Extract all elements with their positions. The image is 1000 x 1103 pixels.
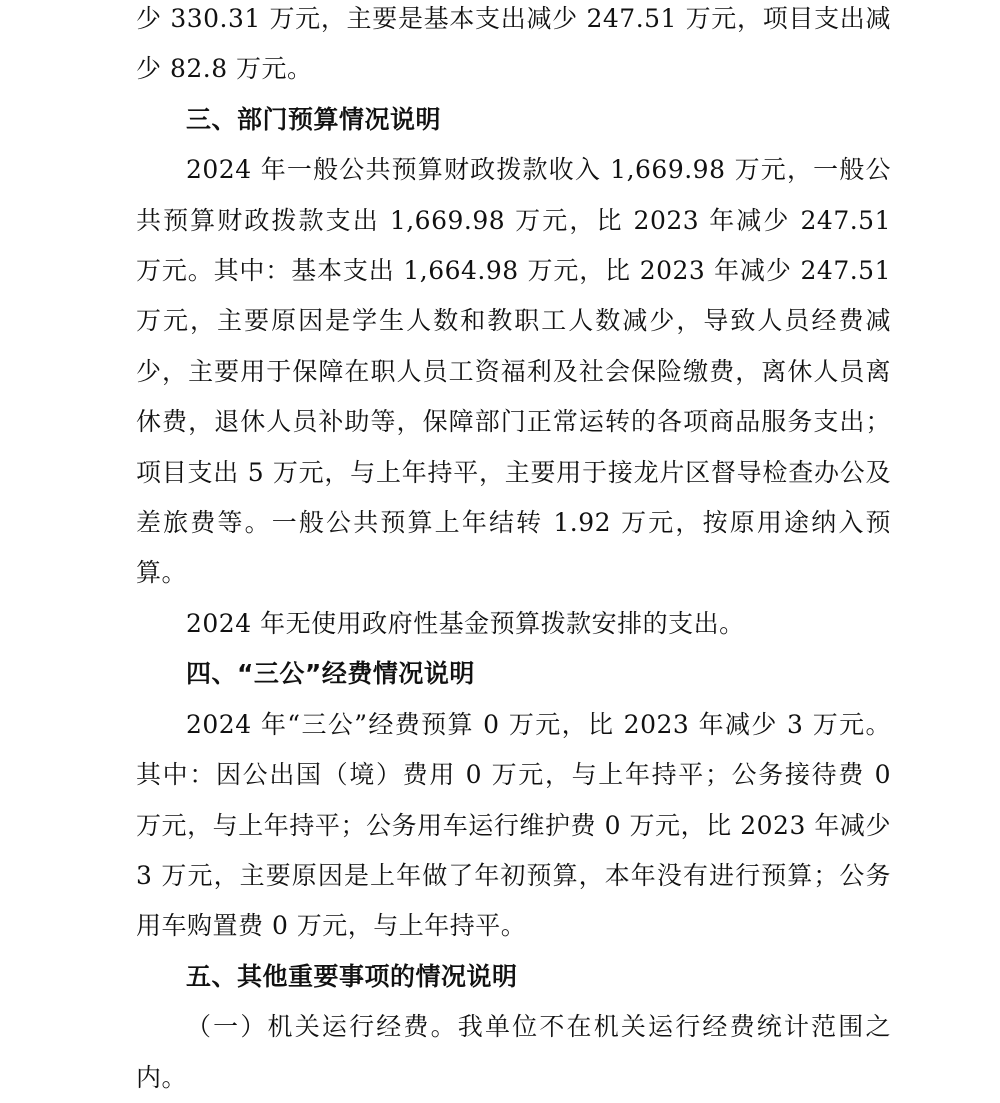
paragraph-operating-expenses: （一）机关运行经费。我单位不在机关运行经费统计范围之内。 <box>136 1012 891 1092</box>
heading-section-4: 四、“三公”经费情况说明 <box>186 659 475 689</box>
paragraph-budget-explanation: 2024 年一般公共预算财政拨款收入 1,669.98 万元，一般公共预算财政拨款支出 1,669.98 万元，比 2023 年减少 247.51 万元。其中：基本支出 1,664.98 万元，比 2023 年减少 247.51 万元，主要原因是学生人数和教职工人数减少，导致人员经费减少，主要用于保障在职人员工资福利及社会保险缴费，离休人员离休费，退休人员补助等，保障部门正常运转的各项商品服务支出；项目支出 5 万元，与上年持平，主要用于接龙片区督导检查办公及差旅费等。一般公共预算上年结转 1.92 万元，按原用途纳入预算。 <box>136 155 891 588</box>
heading-section-3: 三、部门预算情况说明 <box>186 104 442 134</box>
paragraph-three-public-expenses: 2024 年“三公”经费预算 0 万元，比 2023 年减少 3 万元。其中：因公出国（境）费用 0 万元，与上年持平；公务接待费 0 万元，与上年持平；公务用车运行维护费 0 万元，比 2023 年减少 3 万元，主要原因是上年做了年初预算，本年没有进行预算；公务用车购置费 0 万元，与上年持平。 <box>136 709 891 941</box>
paragraph-government-fund: 2024 年无使用政府性基金预算拨款安排的支出。 <box>186 608 745 638</box>
document-body <box>136 0 891 1103</box>
heading-section-5: 五、其他重要事项的情况说明 <box>186 961 518 991</box>
paragraph-continuation: 少 330.31 万元，主要是基本支出减少 247.51 万元，项目支出减少 82.8 万元。 <box>136 4 891 84</box>
